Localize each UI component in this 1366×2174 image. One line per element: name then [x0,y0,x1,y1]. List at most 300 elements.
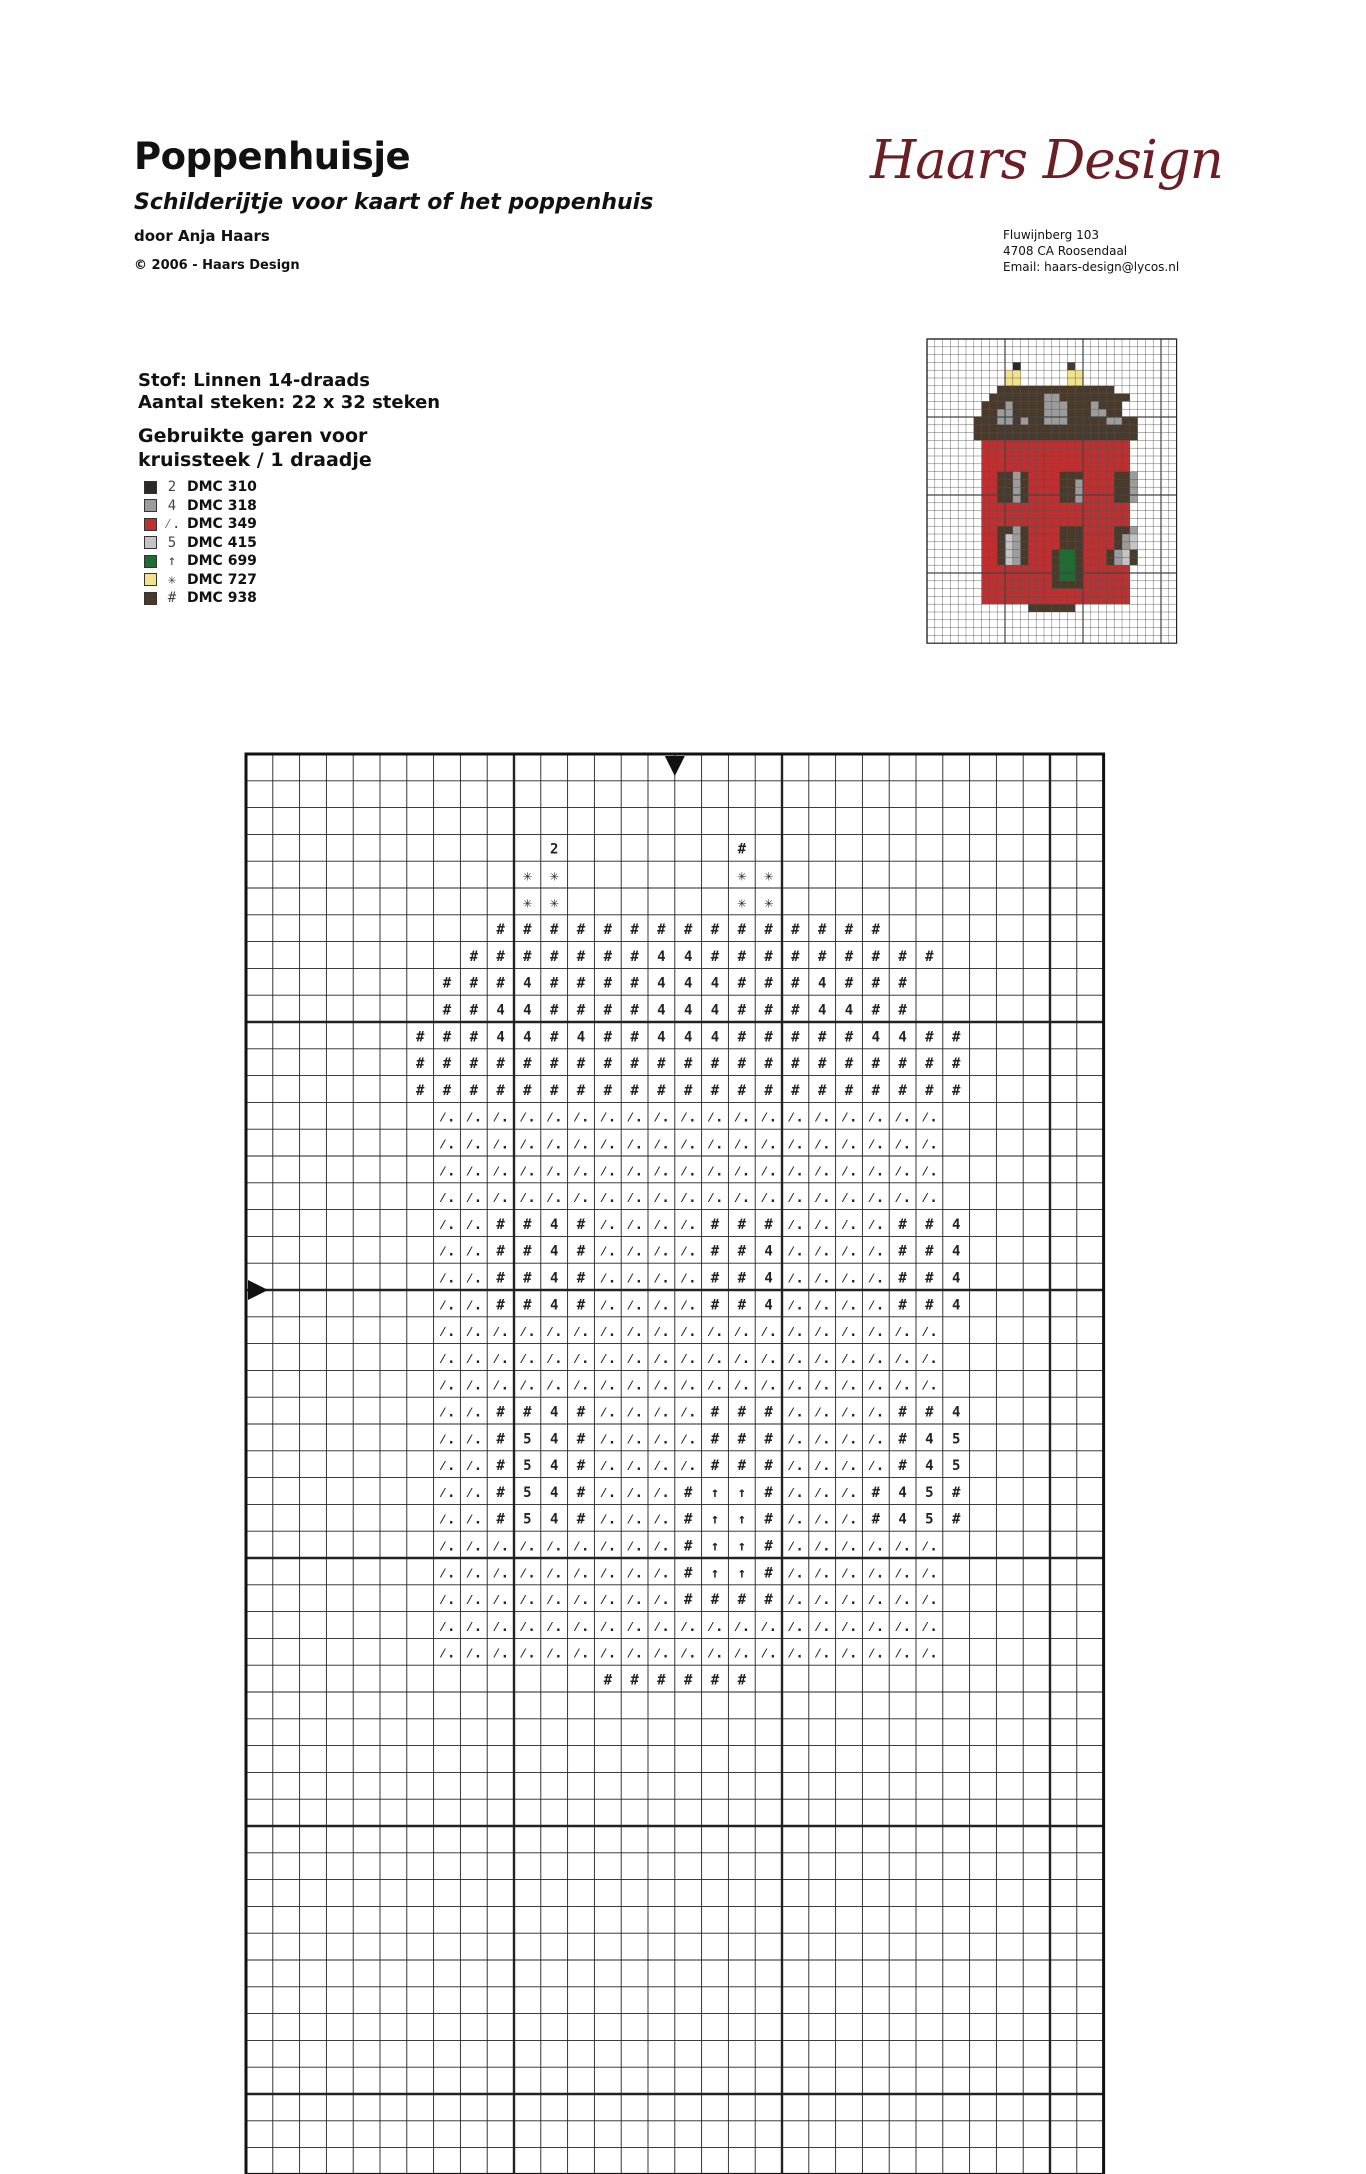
legend-symbol: 2 [167,479,177,496]
legend-symbol: ✳ [167,571,177,588]
stitch-symbol: # [764,1056,773,1073]
preview-stitch [1021,550,1029,558]
preview-stitch [1083,464,1091,472]
preview-stitch [1013,479,1021,487]
stitch-symbol: ⁄. [706,1324,724,1341]
preview-stitch [1106,526,1114,534]
stitch-symbol: ⁄. [465,1458,483,1475]
preview-stitch [1122,534,1130,542]
stitch-symbol: ⁄. [786,1109,804,1126]
color-swatch [144,555,157,568]
preview-stitch [1122,511,1130,519]
preview-stitch [1091,565,1099,573]
stitch-symbol: ⁄. [867,1618,885,1635]
stitch-symbol: ⁄. [518,1538,536,1555]
preview-stitch [1114,425,1122,433]
preview-stitch [1060,518,1068,526]
legend-code: DMC 415 [187,534,257,551]
stitch-symbol: ↑ [710,1538,720,1555]
preview-stitch [1114,596,1122,604]
preview-stitch [1060,401,1068,409]
preview-stitch [1114,495,1122,503]
stitch-symbol: ⁄. [599,1243,617,1260]
stitch-symbol: ⁄. [492,1136,510,1153]
stitch-symbol: ⁄. [626,1163,644,1180]
preview-stitch [1122,573,1130,581]
preview-stitch [1060,581,1068,589]
preview-stitch [1021,581,1029,589]
preview-stitch [1091,409,1099,417]
preview-stitch [1067,581,1075,589]
preview-stitch [1013,518,1021,526]
stitch-count-line: Aantal steken: 22 x 32 steken [138,392,441,413]
preview-stitch [1122,433,1130,441]
preview-stitch [1044,557,1052,565]
preview-stitch [1028,534,1036,542]
preview-stitch [1091,511,1099,519]
stitch-symbol: 4 [683,1002,693,1019]
center-marker-left [248,1280,268,1300]
stitch-symbol: ⁄. [438,1538,456,1555]
stitch-symbol: 4 [576,1029,586,1046]
stitch-symbol: ⁄. [867,1163,885,1180]
stitch-symbol: ⁄. [894,1163,912,1180]
stitch-symbol: # [817,922,827,939]
preview-stitch [982,589,990,597]
yarn-heading-line-2: kruissteek / 1 draadje [138,449,372,471]
stitch-symbol: ⁄. [733,1645,751,1662]
stitch-symbol: ⁄. [840,1404,858,1421]
stitch-symbol: ⁄. [867,1431,885,1448]
preview-stitch [1099,409,1107,417]
stitch-symbol: ⁄. [760,1163,778,1180]
preview-stitch [1122,425,1130,433]
legend-symbol: 5 [167,534,177,551]
preview-stitch [1028,464,1036,472]
stitch-symbol: ↑ [737,1484,747,1501]
preview-stitch [1099,589,1107,597]
stitch-symbol: # [871,1484,881,1501]
stitch-symbol: ⁄. [813,1431,831,1448]
preview-stitch [1083,526,1091,534]
stitch-symbol: ⁄. [492,1163,510,1180]
stitch-symbol: # [469,975,479,992]
preview-stitch [997,573,1005,581]
preview-stitch [1036,534,1044,542]
stitch-symbol: 4 [523,1029,532,1046]
stitch-symbol: # [737,975,747,992]
preview-stitch [1036,581,1044,589]
stitch-symbol: ⁄. [518,1163,536,1180]
stitch-symbol: # [683,1565,693,1582]
preview-stitch [1021,542,1029,550]
preview-stitch [1013,472,1021,480]
stitch-symbol: ⁄. [813,1538,831,1555]
preview-stitch [1060,386,1068,394]
preview-stitch [1036,433,1044,441]
stitch-symbol: ⁄. [894,1350,912,1367]
preview-stitch [1044,401,1052,409]
stitch-symbol: ⁄. [545,1645,563,1662]
stitch-symbol: ⁄. [518,1618,536,1635]
stitch-symbol: # [549,948,559,965]
stitch-symbol: # [496,1216,505,1233]
preview-stitch [1060,604,1068,612]
stitch-symbol: # [469,1082,479,1099]
stitch-symbol: # [737,1029,747,1046]
stitch-symbol: ⁄. [867,1350,885,1367]
preview-stitch [1099,394,1107,402]
preview-stitch [1099,472,1107,480]
preview-stitch [1083,479,1091,487]
preview-stitch [1028,503,1036,511]
stitch-symbol: ⁄. [733,1377,751,1394]
preview-stitch [1091,433,1099,441]
stitch-symbol: ⁄. [840,1190,858,1207]
stitch-symbol: # [576,1270,586,1287]
preview-stitch [1028,518,1036,526]
preview-stitch [982,596,990,604]
preview-stitch [982,526,990,534]
stitch-symbol: ⁄. [652,1377,670,1394]
stitch-symbol: ⁄. [813,1270,831,1287]
stitch-symbol: # [764,1538,773,1555]
stitch-symbol: ⁄. [652,1270,670,1287]
stitch-symbol: ⁄. [572,1190,590,1207]
preview-stitch [1114,464,1122,472]
preview-stitch [1052,589,1060,597]
stitch-symbol: ⁄. [465,1270,483,1287]
preview-stitch [989,417,997,425]
preview-stitch [1099,503,1107,511]
stitch-symbol: ⁄. [652,1243,670,1260]
preview-stitch [1067,479,1075,487]
stitch-symbol: ⁄. [867,1565,885,1582]
preview-stitch [1005,370,1013,378]
stitch-symbol: ⁄. [786,1216,804,1233]
preview-stitch [1106,518,1114,526]
preview-stitch [1067,456,1075,464]
stitch-symbol: ⁄. [599,1136,617,1153]
preview-stitch [989,464,997,472]
stitch-symbol: ⁄. [652,1163,670,1180]
preview-stitch [1044,409,1052,417]
stitch-symbol: 4 [549,1404,559,1421]
legend-row [144,515,257,534]
preview-stitch [1060,440,1068,448]
preview-stitch [1106,456,1114,464]
preview-stitch [997,557,1005,565]
stitch-symbol: ⁄. [706,1377,724,1394]
preview-stitch [997,433,1005,441]
preview-stitch [1013,557,1021,565]
stitch-symbol: ⁄. [894,1324,912,1341]
preview-stitch [1075,370,1083,378]
stitch-symbol: ⁄. [786,1618,804,1635]
stitch-symbol: 4 [549,1270,559,1287]
preview-stitch [1013,589,1021,597]
preview-stitch [1028,526,1036,534]
stitch-symbol: # [817,1056,827,1073]
stitch-symbol: ⁄. [920,1618,938,1635]
preview-stitch [1067,557,1075,565]
preview-stitch [1052,542,1060,550]
stitch-symbol: ⁄. [465,1645,483,1662]
stitch-symbol: # [898,1297,907,1314]
preview-stitch [997,534,1005,542]
yarn-heading-line-1: Gebruikte garen voor [138,425,368,447]
preview-stitch [1036,589,1044,597]
legend-code: DMC 310 [187,479,257,496]
legend-row [144,571,257,590]
preview-stitch [1114,487,1122,495]
stitch-symbol: # [764,1511,773,1528]
stitch-symbol: # [523,1056,532,1073]
stitch-symbol: # [764,948,773,965]
stitch-symbol: ⁄. [599,1592,617,1609]
stitch-symbol: # [469,1029,479,1046]
stitch-symbol: ⁄. [706,1645,724,1662]
stitch-symbol: ⁄. [652,1190,670,1207]
preview-stitch [1021,440,1029,448]
preview-stitch [1106,503,1114,511]
stitch-symbol: # [791,1082,800,1099]
preview-stitch [1075,425,1083,433]
stitch-symbol: # [737,1056,747,1073]
stitch-symbol: # [576,1404,586,1421]
stitch-symbol: ⁄. [733,1163,751,1180]
stitch-symbol: # [549,975,559,992]
stitch-symbol: ⁄. [465,1511,483,1528]
preview-stitch [1122,550,1130,558]
preview-stitch [1067,511,1075,519]
stitch-symbol: # [415,1029,425,1046]
stitch-symbol: 5 [925,1484,934,1501]
stitch-symbol: ⁄. [465,1163,483,1180]
stitch-symbol: # [737,948,747,965]
stitch-symbol: # [764,922,773,939]
stitch-symbol: 4 [898,1029,907,1046]
preview-stitch [1067,604,1075,612]
stitch-symbol: # [657,1672,666,1689]
preview-stitch [1067,378,1075,386]
preview-stitch [1052,440,1060,448]
preview-stitch [1091,425,1099,433]
preview-stitch [1091,495,1099,503]
preview-stitch [1091,550,1099,558]
preview-stitch [1083,425,1091,433]
stitch-symbol: # [737,1243,747,1260]
legend-code: DMC 349 [187,516,257,533]
preview-stitch [1106,401,1114,409]
preview-stitch [1021,495,1029,503]
stitch-symbol: ✳ [737,893,747,912]
preview-stitch [982,557,990,565]
preview-stitch [1060,557,1068,565]
preview-stitch [1114,589,1122,597]
preview-stitch [1075,511,1083,519]
preview-stitch [1013,542,1021,550]
preview-stitch [989,518,997,526]
stitch-symbol: # [496,1243,505,1260]
preview-stitch [989,394,997,402]
preview-stitch [982,581,990,589]
stitch-symbol: # [710,1431,720,1448]
preview-stitch [1028,401,1036,409]
preview-stitch [1130,417,1138,425]
preview-stitch [1044,511,1052,519]
preview-stitch [1028,596,1036,604]
preview-stitch [982,573,990,581]
preview-stitch [1106,448,1114,456]
stitch-symbol: ⁄. [679,1458,697,1475]
preview-stitch [1114,581,1122,589]
preview-stitch [1106,440,1114,448]
stitch-symbol: ⁄. [679,1297,697,1314]
preview-stitch [1091,534,1099,542]
preview-stitch [1067,464,1075,472]
stitch-symbol: 2 [549,841,559,858]
preview-stitch [1028,542,1036,550]
stitch-symbol: ⁄. [599,1565,617,1582]
stitch-symbol: ⁄. [626,1592,644,1609]
preview-stitch [1114,394,1122,402]
preview-stitch [982,440,990,448]
stitch-symbol: ⁄. [438,1592,456,1609]
fabric-specs [138,370,440,414]
preview-stitch [1052,433,1060,441]
preview-stitch [1005,526,1013,534]
stitch-symbol: ⁄. [626,1324,644,1341]
preview-stitch [1099,550,1107,558]
stitch-symbol: 4 [683,948,693,965]
stitch-symbol: # [737,1216,747,1233]
preview-stitch [989,448,997,456]
stitch-symbol: # [951,1056,961,1073]
preview-stitch [1028,472,1036,480]
author-line: door Anja Haars [134,227,270,245]
stitch-symbol: # [576,1431,586,1448]
legend-symbol: ⁄. [163,515,181,532]
preview-stitch [1036,425,1044,433]
stitch-symbol: ⁄. [599,1270,617,1287]
stitch-symbol: ⁄. [786,1592,804,1609]
preview-stitch [1106,534,1114,542]
preview-stitch [997,409,1005,417]
preview-stitch [1044,495,1052,503]
stitch-symbol: # [817,1082,827,1099]
preview-stitch [1036,401,1044,409]
stitch-symbol: ⁄. [813,1565,831,1582]
preview-stitch [982,417,990,425]
preview-stitch [1083,557,1091,565]
fabric-line: Stof: Linnen 14-draads [138,370,370,391]
stitch-symbol: ⁄. [572,1324,590,1341]
stitch-symbol: ✳ [549,893,559,912]
stitch-symbol: # [496,1431,505,1448]
preview-stitch [1122,589,1130,597]
stitch-symbol: 4 [683,1029,693,1046]
preview-stitch [1013,448,1021,456]
stitch-symbol: ⁄. [894,1565,912,1582]
stitch-symbol: ⁄. [813,1484,831,1501]
stitch-symbol: ⁄. [786,1511,804,1528]
stitch-symbol: ⁄. [572,1163,590,1180]
stitch-symbol: 5 [925,1511,934,1528]
preview-stitch [1005,386,1013,394]
preview-stitch [1114,573,1122,581]
stitch-symbol: # [898,1082,907,1099]
stitch-symbol: ⁄. [652,1350,670,1367]
preview-stitch [1130,487,1138,495]
preview-stitch [1083,487,1091,495]
preview-stitch [997,401,1005,409]
preview-stitch [1106,433,1114,441]
stitch-symbol: 4 [549,1511,559,1528]
stitch-symbol: ⁄. [813,1377,831,1394]
stitch-symbol: ⁄. [438,1645,456,1662]
stitch-symbol: ⁄. [840,1377,858,1394]
stitch-symbol: 4 [898,1484,907,1501]
stitch-symbol: # [630,948,639,965]
stitch-symbol: ⁄. [840,1538,858,1555]
stitch-symbol: ⁄. [572,1538,590,1555]
stitch-symbol: ⁄. [894,1592,912,1609]
stitch-symbol: ⁄. [867,1404,885,1421]
preview-stitch [1075,596,1083,604]
preview-stitch [1013,425,1021,433]
legend-row [144,497,257,516]
preview-stitch [1067,409,1075,417]
preview-stitch [1067,433,1075,441]
preview-stitch [1044,573,1052,581]
preview-stitch [1122,495,1130,503]
preview-stitch [1083,472,1091,480]
preview-stitch [1060,456,1068,464]
preview-stitch [1036,448,1044,456]
stitch-symbol: ⁄. [894,1109,912,1126]
stitch-symbol: ⁄. [438,1243,456,1260]
stitch-symbol: ⁄. [760,1324,778,1341]
stitch-symbol: 5 [523,1458,532,1475]
stitch-symbol: 5 [523,1511,532,1528]
stitch-symbol: ⁄. [465,1297,483,1314]
preview-stitch [1052,503,1060,511]
stitch-symbol: ⁄. [813,1350,831,1367]
stitch-symbol: # [442,1056,452,1073]
preview-stitch [1122,487,1130,495]
stitch-symbol: # [898,1243,907,1260]
stitch-symbol: ⁄. [572,1109,590,1126]
preview-stitch [1106,511,1114,519]
stitch-symbol: ⁄. [438,1565,456,1582]
stitch-symbol: ⁄. [626,1216,644,1233]
stitch-symbol: ⁄. [813,1163,831,1180]
preview-stitch [997,386,1005,394]
preview-stitch [1021,464,1029,472]
stitch-symbol: ⁄. [652,1109,670,1126]
legend-symbol: ↑ [167,553,177,570]
stitch-symbol: 4 [549,1243,559,1260]
stitch-symbol: 5 [951,1431,961,1448]
preview-stitch [1075,433,1083,441]
stitch-symbol: ⁄. [920,1190,938,1207]
preview-stitch [1114,440,1122,448]
stitch-symbol: ⁄. [652,1538,670,1555]
stitch-symbol: # [549,1029,559,1046]
preview-stitch [1013,495,1021,503]
preview-stitch [1083,386,1091,394]
